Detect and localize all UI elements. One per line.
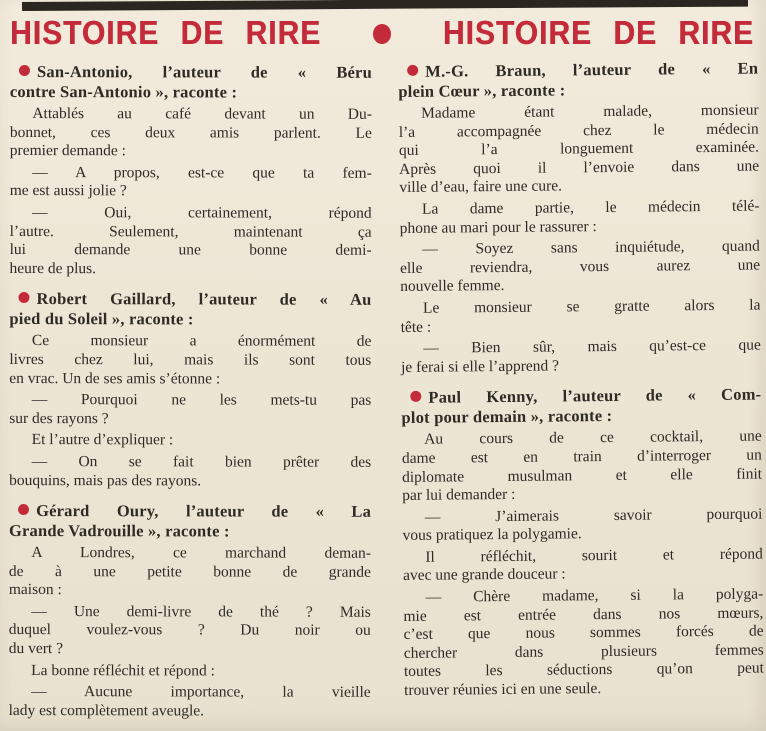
paragraph (399, 198, 759, 239)
section-heading (401, 385, 761, 427)
text-line: — Oui, certainement, répond (32, 204, 372, 222)
section-heading (398, 59, 758, 101)
text-line: phone au mari pour le rassurer : (399, 217, 597, 237)
paragraph (401, 337, 761, 378)
text-line: — Soyez sans inquiétude, quand (422, 237, 760, 258)
paragraph (10, 204, 372, 279)
heading-line: Grande Vadrouille », raconte : (8, 520, 230, 541)
text-line: bonnet, ces deux amis parlent. Le (9, 123, 372, 142)
joke-section (401, 385, 764, 701)
paragraph (9, 662, 371, 681)
page-title-left: HISTOIRE DE RIRE (10, 14, 322, 52)
section-heading (9, 289, 371, 329)
heading-text: San-Antonio, l’auteur de « Béru (37, 62, 372, 82)
masthead (10, 14, 754, 52)
heading-line (401, 385, 761, 408)
paragraph (403, 545, 763, 586)
text-line: tête : (400, 318, 432, 336)
text-line: Ce monsieur a énormément de (31, 332, 372, 351)
text-line: dame est en train d’interroger un (401, 446, 762, 467)
text-line: — Pourquoi ne les mets-tu pas (31, 391, 372, 409)
text-line: bouquins, mais pas des rayons. (9, 471, 202, 489)
text-line: Il réfléchit, sourit et répond (425, 545, 763, 566)
text-line: premier demande : (9, 142, 127, 160)
text-line: Après quoi il l’envoie dans une (399, 157, 760, 178)
heading-line (9, 501, 371, 521)
paragraph (9, 332, 371, 389)
paragraph (9, 391, 371, 429)
text-line: A Londres, ce marchand deman- (31, 544, 371, 562)
text-line: trouver réunies ici en une seule. (404, 680, 602, 700)
heading-line: plot pour demain », raconte : (401, 405, 613, 427)
column-right (398, 49, 764, 721)
text-line: Madame étant malade, monsieur (420, 101, 759, 122)
text-line: Attablés au café devant un Du- (32, 105, 372, 123)
heading-text: Paul Kenny, l’auteur de « Com- (428, 384, 762, 408)
text-line: l’autre. Seulement, maintenant ça (9, 222, 372, 241)
bullet-icon (18, 504, 29, 515)
text-line: Le monsieur se gratte alors la (422, 296, 761, 317)
text-line: Au cours de ce cocktail, une (424, 427, 762, 449)
paragraph (9, 683, 371, 721)
text-line: duquel voulez-vous ? Du noir ou (8, 621, 371, 640)
section-heading (9, 501, 371, 541)
paragraph (400, 238, 761, 297)
joke-section (9, 289, 371, 491)
text-line: — Une demi-livre de thé ? Mais (31, 602, 371, 621)
paragraph (9, 453, 371, 491)
text-line: de à une petite bonne de grande (8, 562, 371, 581)
text-line: heure de plus. (9, 259, 97, 277)
bullet-icon (19, 65, 30, 76)
text-line: qui l’a longuement examinée. (398, 138, 760, 160)
text-line: — A propos, est-ce que ta fem- (32, 163, 372, 182)
heading-line: contre San-Antonio », raconte : (9, 81, 238, 101)
paragraph (402, 505, 762, 546)
heading-text: Robert Gaillard, l’auteur de « Au (36, 289, 372, 310)
heading-text: Gérard Oury, l’auteur de « La (36, 501, 372, 521)
heading-line: plein Cœur », raconte : (398, 79, 566, 101)
text-line: par lui demander : (402, 485, 516, 505)
text-line: sur des rayons ? (9, 409, 109, 427)
joke-section (10, 62, 372, 279)
paragraph (403, 586, 764, 701)
heading-line (398, 59, 758, 82)
paragraph (9, 544, 371, 601)
text-line: — On se fait bien prêter des (31, 452, 372, 471)
text-line: — Bien sûr, mais qu’est-ce que (423, 336, 761, 357)
text-line: elle reviendra, vous aurez une (399, 256, 761, 277)
joke-section (398, 59, 761, 378)
text-line: — J’aimerais savoir pourquoi (424, 505, 763, 526)
text-line: l’a accompagnée chez le médecin (398, 120, 759, 141)
bullet-icon (407, 65, 418, 76)
text-line: avec une grande douceur : (402, 565, 566, 585)
article-columns (8, 52, 765, 720)
text-line: La bonne réfléchit et répond : (31, 661, 215, 680)
text-line: c’est que nous sommes forcés de (403, 622, 764, 644)
page-title-right: HISTOIRE DE RIRE (442, 14, 754, 52)
heading-line (10, 62, 372, 82)
text-line: ville d’eau, faire une cure. (399, 177, 563, 197)
text-line: — Chère madame, si la polyga- (425, 585, 764, 606)
paragraph (9, 431, 371, 450)
bullet-separator-icon (373, 24, 391, 44)
text-line: livres chez lui, mais ils sont tous (9, 350, 372, 369)
bullet-icon (410, 391, 421, 402)
text-line: mie est entrée dans nos mœurs, (403, 604, 764, 625)
text-line: Et l’autre d’expliquer : (31, 431, 174, 449)
heading-text: M.-G. Braun, l’auteur de « En (425, 58, 759, 81)
text-line: me est aussi jolie ? (9, 182, 127, 200)
heading-line: pied du Soleil », raconte : (9, 308, 194, 329)
page-top-rule (22, 0, 748, 11)
paragraph (402, 428, 763, 506)
text-line: La dame partie, le médecin télé- (421, 197, 760, 218)
text-line: diplomate musulman et elle finit (401, 465, 763, 486)
paragraph (400, 296, 760, 337)
text-line: vous pratiquez la polygamie. (402, 525, 582, 545)
paragraph (10, 164, 372, 202)
text-line: lui demande une bonne demi- (9, 241, 372, 259)
section-heading (10, 62, 372, 102)
text-line: en vrac. Un de ses amis s’étonne : (9, 369, 221, 387)
column-left (9, 52, 372, 721)
text-line: lady est complètement aveugle. (8, 701, 205, 720)
paragraph (9, 603, 371, 660)
bullet-icon (19, 292, 30, 303)
text-line: — Aucune importance, la vieille (31, 683, 371, 702)
paragraph (10, 105, 372, 162)
text-line: maison : (8, 581, 62, 599)
joke-section (9, 501, 371, 721)
text-line: toutes les séductions qu’on peut (403, 659, 765, 681)
text-line: nouvelle femme. (400, 277, 505, 296)
paragraph (399, 102, 760, 198)
text-line: du vert ? (8, 640, 64, 658)
text-line: je ferai si elle l’apprend ? (400, 357, 560, 376)
text-line: chercher dans plusieurs femmes (403, 641, 764, 662)
heading-line (9, 289, 371, 309)
